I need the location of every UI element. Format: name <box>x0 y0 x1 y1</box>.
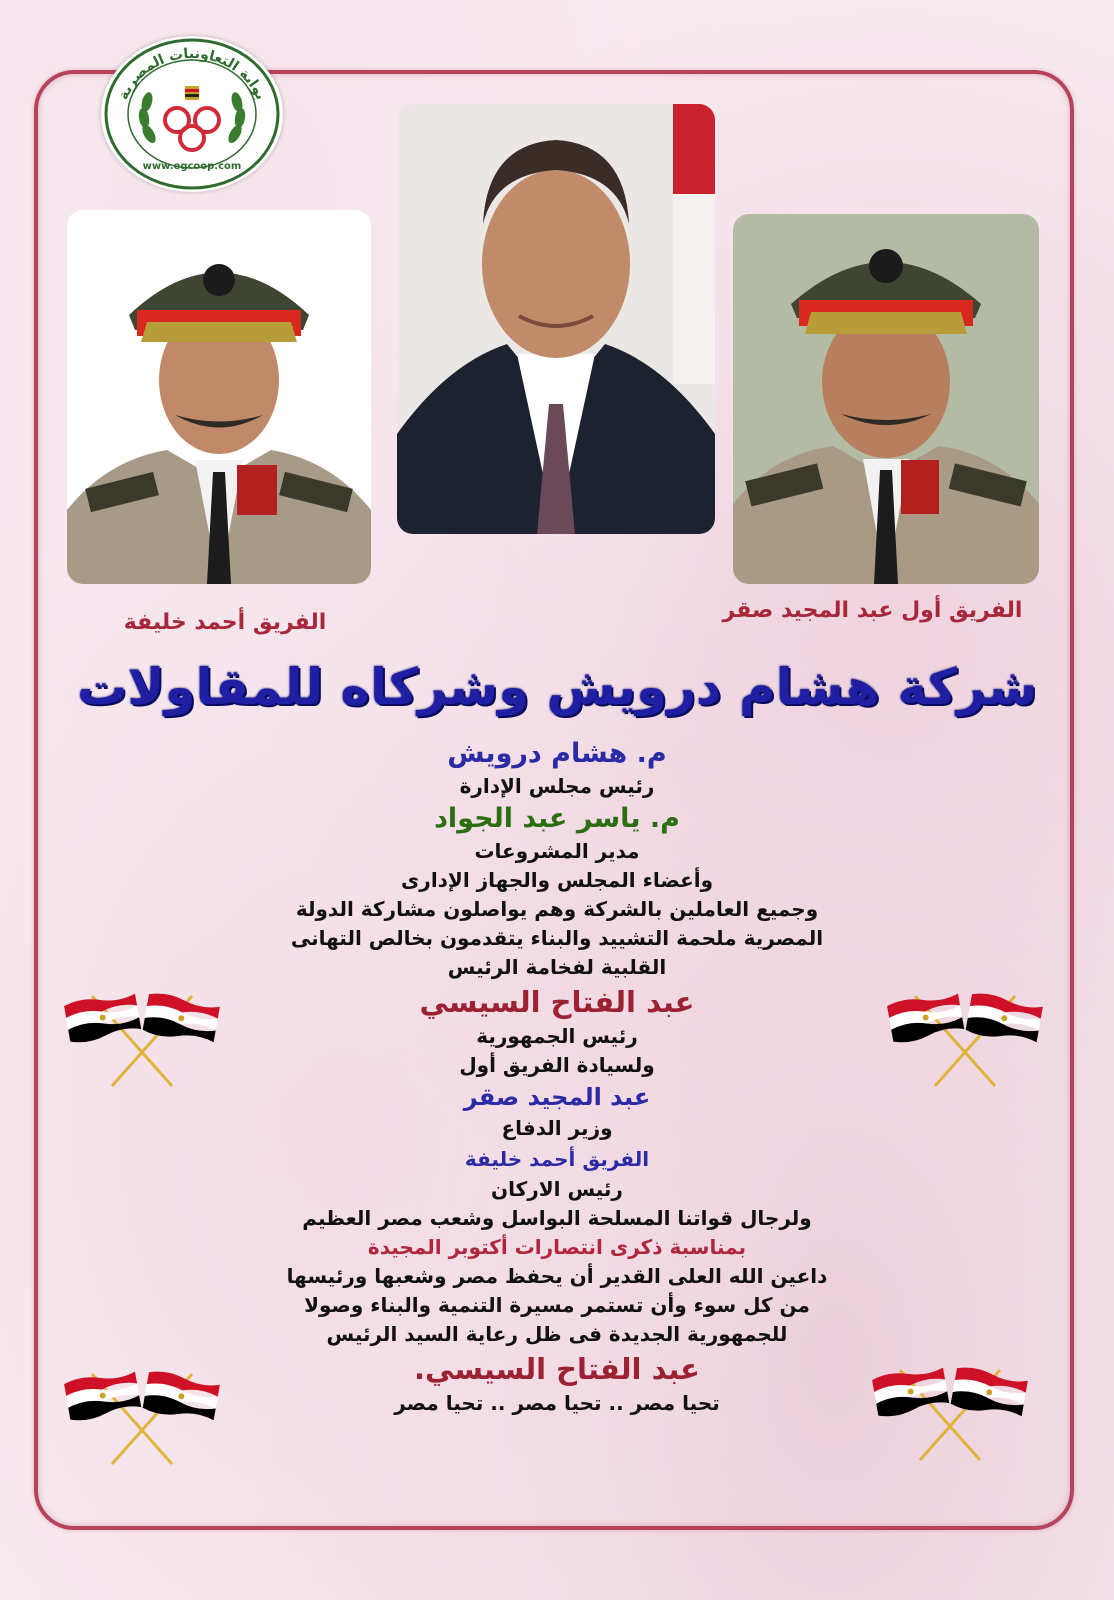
portrait-abdel-meguid-saqr <box>733 214 1039 584</box>
president-name-closing: عبد الفتاح السيسي. <box>414 1352 700 1386</box>
closing-slogan: تحيا مصر .. تحيا مصر .. تحيا مصر <box>394 1391 720 1415</box>
logo-arc-text: بوابة التعاونيات المصرية <box>115 46 269 103</box>
projects-manager-name: م. ياسر عبد الجواد <box>434 803 680 834</box>
company-title: شركة هشام درويش وشركاه للمقاولات <box>77 658 1037 716</box>
minister-photo <box>733 214 1039 584</box>
projects-manager-title: مدير المشروعات <box>474 839 640 863</box>
defense-minister-title: وزير الدفاع <box>501 1116 613 1140</box>
portrait-ahmed-khalifa <box>67 210 371 584</box>
caption-ahmed-khalifa: الفريق أحمد خليفة <box>123 610 327 635</box>
chief-of-staff-name: الفريق أحمد خليفة <box>464 1147 650 1171</box>
crossed-flags-icon <box>62 986 222 1090</box>
officer-photo <box>67 210 371 584</box>
text-line: للجمهورية الجديدة فى ظل رعاية السيد الرئيس <box>326 1322 788 1346</box>
caption-abdel-meguid-saqr: الفريق أول عبد المجيد صقر <box>722 598 1023 623</box>
logo-url: www.egcoop.com <box>142 161 242 172</box>
crossed-flags-icon <box>885 986 1045 1090</box>
portrait-president-sisi <box>397 104 715 534</box>
president-photo <box>397 104 715 534</box>
text-line: القلبية لفخامة الرئيس <box>447 955 667 979</box>
text-line: وجميع العاملين بالشركة وهم يواصلون مشاركة الدولة <box>295 897 819 921</box>
text-line: من كل سوء وأن تستمر مسيرة التنمية والبناء وصولا <box>304 1293 810 1317</box>
chairman-name: م. هشام درويش <box>447 738 667 769</box>
chairman-title: رئيس مجلس الإدارة <box>459 774 655 798</box>
occasion-line: بمناسبة ذكرى انتصارات أكتوبر المجيدة <box>367 1235 747 1259</box>
president-title: رئيس الجمهورية <box>476 1024 638 1048</box>
text-line: ولرجال قواتنا المسلحة البواسل وشعب مصر العظيم <box>302 1206 812 1230</box>
president-name: عبد الفتاح السيسي <box>419 985 695 1019</box>
text-line: المصرية ملحمة التشييد والبناء يتقدمون بخالص التهانى <box>290 926 824 950</box>
logo-emblem <box>101 36 283 192</box>
defense-minister-name: عبد المجيد صقر <box>463 1083 651 1111</box>
text-line: ولسيادة الفريق أول <box>459 1053 655 1077</box>
crossed-flags-icon <box>62 1364 222 1468</box>
egcoop-logo <box>101 36 283 192</box>
crossed-flags-icon <box>870 1360 1030 1464</box>
text-line: وأعضاء المجلس والجهاز الإدارى <box>400 868 714 892</box>
text-line: داعين الله العلى القدير أن يحفظ مصر وشعبها ورئيسها <box>286 1264 828 1288</box>
chief-of-staff-title: رئيس الاركان <box>491 1177 623 1201</box>
